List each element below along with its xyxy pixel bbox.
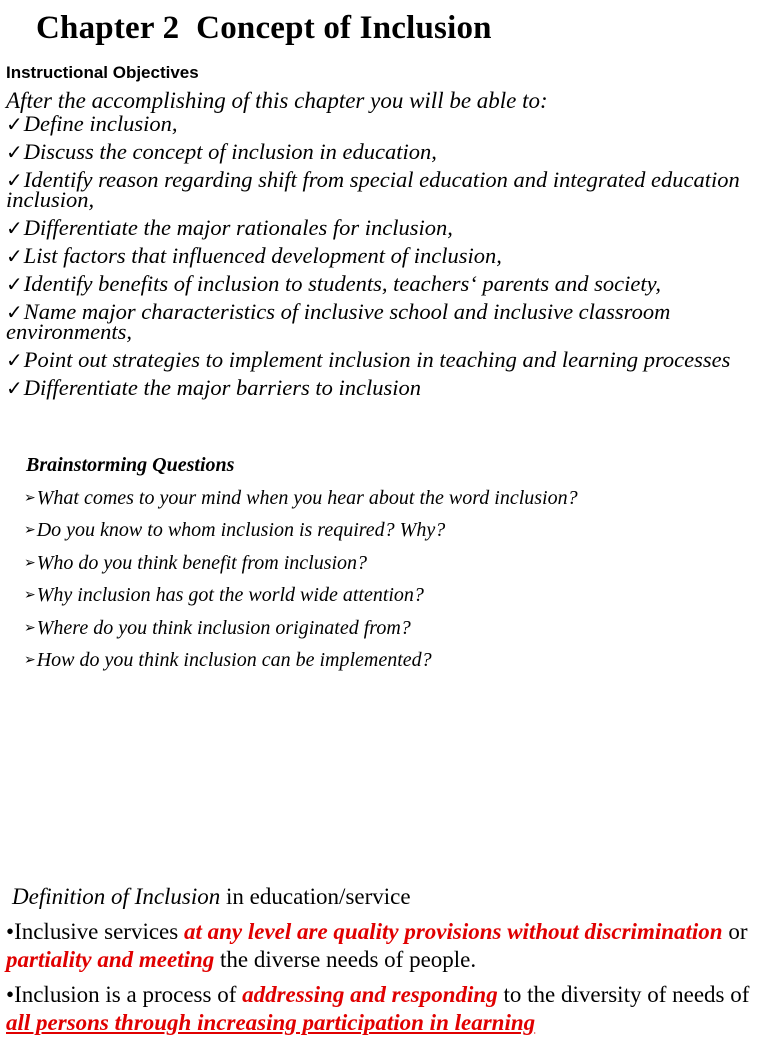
question-text: How do you think inclusion can be implemented? <box>36 648 432 671</box>
bullet-text: the diverse needs of people. <box>214 947 477 972</box>
arrow-bullet-icon: ➢ <box>24 490 36 506</box>
objective-item <box>6 375 756 400</box>
arrow-bullet-icon: ➢ <box>24 619 36 636</box>
checkmark-icon: ✓ <box>6 140 23 164</box>
objective-item <box>6 299 756 344</box>
objective-item <box>6 271 756 296</box>
arrow-bullet-icon: ➢ <box>24 522 36 539</box>
objective-item <box>6 167 756 212</box>
objective-item <box>6 243 756 268</box>
question-item <box>24 614 578 646</box>
arrow-bullet-icon: ➢ <box>24 554 36 571</box>
question-text: Who do you think benefit from inclusion? <box>36 551 368 574</box>
question-item <box>24 646 578 678</box>
checkmark-icon: ✓ <box>6 272 23 296</box>
bullet-dot: • <box>6 919 15 944</box>
objectives-list <box>6 111 756 406</box>
checkmark-icon: ✓ <box>6 348 23 372</box>
objective-item <box>6 111 756 136</box>
checkmark-icon: ✓ <box>6 216 23 240</box>
emphasis-text: all persons through increasing participation in learning <box>6 1010 536 1035</box>
question-item <box>24 549 578 581</box>
objectives-intro: After the accomplishing of this chapter you will be able to: <box>6 88 548 113</box>
checkmark-icon: ✓ <box>6 168 23 192</box>
checkmark-icon: ✓ <box>6 300 23 324</box>
emphasis-text: at any level are quality provisions without discrimination <box>183 919 723 944</box>
bullet-text: to the diversity of needs of <box>497 982 750 1007</box>
objectives-heading: Instructional Objectives <box>6 63 199 82</box>
bullet-text: Inclusion is a process of <box>14 982 243 1007</box>
objective-text: Identify benefits of inclusion to students, teachers‘ parents and society, <box>23 271 661 296</box>
emphasis-text: addressing and responding <box>242 982 498 1007</box>
definition-heading-italic: Definition of Inclusion <box>12 884 221 909</box>
objective-text: Define inclusion, <box>23 111 178 136</box>
brainstorming-list <box>24 484 578 678</box>
arrow-bullet-icon: ➢ <box>24 587 36 604</box>
objective-item <box>6 215 756 240</box>
objective-text: Discuss the concept of inclusion in education, <box>23 139 437 164</box>
bullet-text: or <box>722 919 748 944</box>
chapter-title: Chapter 2 Concept of Inclusion <box>36 10 492 46</box>
question-text: Why inclusion has got the world wide attention? <box>36 584 424 607</box>
checkmark-icon: ✓ <box>6 112 23 136</box>
question-text: Do you know to whom inclusion is required? Why? <box>36 519 446 542</box>
definition-bullets <box>6 918 762 1044</box>
objective-text: Differentiate the major rationales for inclusion, <box>23 215 453 240</box>
checkmark-icon: ✓ <box>6 244 23 268</box>
objective-item <box>6 347 756 372</box>
question-item <box>24 581 578 613</box>
question-text: What comes to your mind when you hear about the word inclusion? <box>36 487 578 509</box>
definition-heading <box>12 884 411 910</box>
checkmark-icon: ✓ <box>6 376 23 400</box>
objective-item <box>6 139 756 164</box>
question-item <box>24 484 578 516</box>
bullet-dot: • <box>6 982 15 1007</box>
objective-text: List factors that influenced development of inclusion, <box>23 243 502 268</box>
bullet-text: Inclusive services <box>14 919 184 944</box>
question-item <box>24 516 578 548</box>
objective-text: Identify reason regarding shift from special education and integrated education inclusion, <box>6 167 740 212</box>
objective-text: Name major characteristics of inclusive school and inclusive classroom environments, <box>6 299 671 344</box>
definition-bullet-2 <box>6 981 762 1037</box>
definition-heading-rest: in education/service <box>220 884 411 909</box>
question-text: Where do you think inclusion originated from? <box>36 616 411 639</box>
definition-bullet-1 <box>6 918 762 974</box>
brainstorming-heading: Brainstorming Questions <box>26 454 235 476</box>
emphasis-text: partiality and meeting <box>6 947 215 972</box>
objective-text: Point out strategies to implement inclusion in teaching and learning processes <box>23 347 731 372</box>
objective-text: Differentiate the major barriers to inclusion <box>23 375 422 400</box>
arrow-bullet-icon: ➢ <box>24 651 36 668</box>
